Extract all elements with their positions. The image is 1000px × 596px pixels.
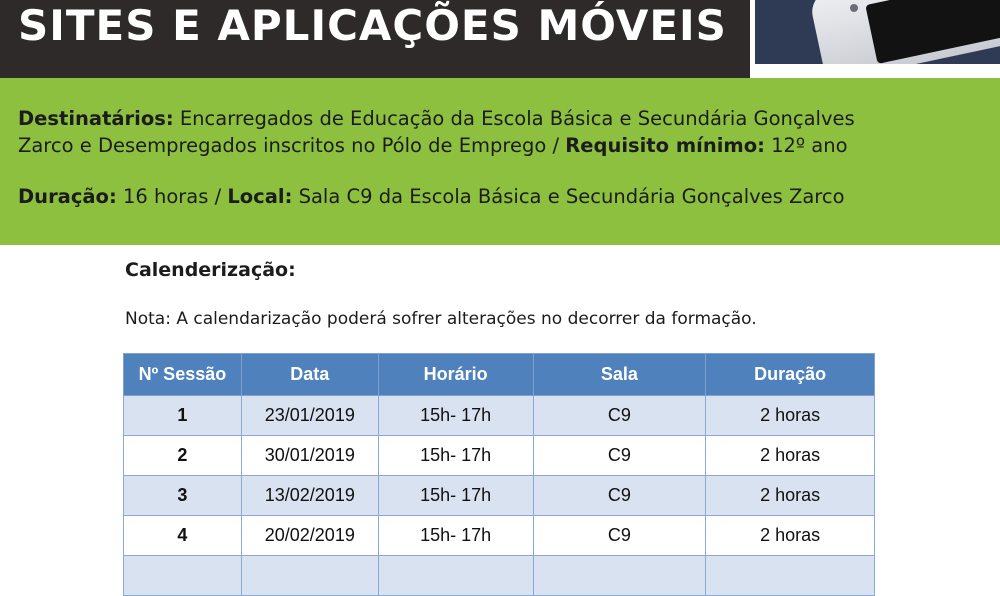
cell-sala: C9: [533, 476, 706, 516]
local-label: Local:: [227, 185, 293, 208]
cell-sessao: 3: [124, 476, 242, 516]
title-bar: [0, 0, 750, 78]
destinatarios-label: Destinatários:: [18, 107, 174, 130]
cell-sessao: 1: [124, 396, 242, 436]
cell-duracao: 2 horas: [706, 516, 875, 556]
table-row: [124, 476, 875, 516]
cell-horario: 15h- 17h: [378, 516, 533, 556]
cell-sala: C9: [533, 396, 706, 436]
header-duracao: Duração: [706, 354, 875, 396]
destinatarios-line-1: [18, 106, 855, 132]
duracao-label: Duração:: [18, 185, 117, 208]
cell-data: 23/01/2019: [241, 396, 378, 436]
calendar-title: Calenderização:: [125, 259, 296, 281]
cell-sala: C9: [533, 436, 706, 476]
cell-sala: C9: [533, 516, 706, 556]
table-row: [124, 556, 875, 596]
info-band: [0, 78, 1000, 245]
phone-camera: [850, 4, 858, 12]
calendar-note: Nota: A calendarização poderá sofrer alterações no decorrer da formação.: [125, 309, 757, 329]
cell-data: 20/02/2019: [241, 516, 378, 556]
cell-duracao: 2 horas: [706, 396, 875, 436]
schedule-table: [123, 353, 875, 596]
requisito-text: 12º ano: [764, 134, 848, 157]
header-horario: Horário: [378, 354, 533, 396]
duracao-line: [18, 184, 845, 210]
header-data: Data: [241, 354, 378, 396]
table-header-row: [124, 354, 875, 396]
destinatarios-text-1: Encarregados de Educação da Escola Básica e Secundária Gonçalves: [173, 107, 855, 130]
local-text: Sala C9 da Escola Básica e Secundária Gonçalves Zarco: [292, 185, 845, 208]
cell-duracao: 2 horas: [706, 476, 875, 516]
cell-sessao: 2: [124, 436, 242, 476]
table-row: [124, 516, 875, 556]
destinatarios-line-2: [18, 133, 848, 159]
cell-horario: 15h- 17h: [378, 476, 533, 516]
table-row: [124, 436, 875, 476]
cell-horario: 15h- 17h: [378, 436, 533, 476]
duracao-text: 16 horas /: [116, 185, 228, 208]
smartphone-photo: [755, 0, 1000, 64]
page-title: SITES E APLICAÇÕES MÓVEIS: [18, 1, 727, 50]
table-row: [124, 396, 875, 436]
cell-horario: 15h- 17h: [378, 396, 533, 436]
requisito-label: Requisito mínimo:: [565, 134, 765, 157]
header-sala: Sala: [533, 354, 706, 396]
cell-data: 30/01/2019: [241, 436, 378, 476]
destinatarios-text-2: Zarco e Desempregados inscritos no Pólo de Emprego /: [18, 134, 566, 157]
cell-duracao: 2 horas: [706, 436, 875, 476]
cell-data: 13/02/2019: [241, 476, 378, 516]
header-sessao: Nº Sessão: [124, 354, 242, 396]
cell-sessao: 4: [124, 516, 242, 556]
